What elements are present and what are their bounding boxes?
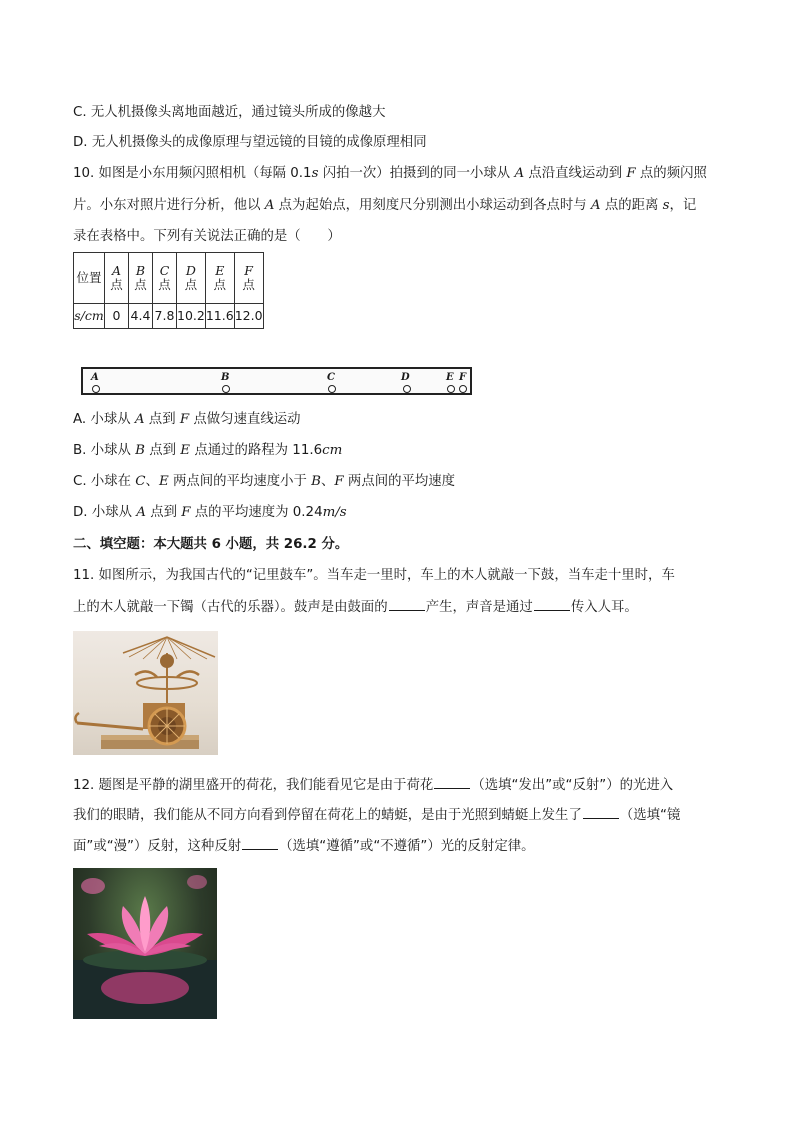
table-unit-label: s/cm [74,304,105,329]
option-d-q9: D. 无人机摄像头的成像原理与望远镜的目镜的成像原理相同 [73,135,427,150]
table-header-point: D 点 [177,253,206,304]
question-11-line-1: 11. 如图所示，为我国古代的“记里鼓车”。当车走一里时，车上的木人就敲一下鼓，当车走十里时，车 [73,568,675,583]
answer-blank[interactable] [434,776,470,789]
question-10-line-2: 片。小东对照片进行分析，他以 A 点为起始点，用刻度尺分别测出小球运动到各点时与 A 点的距离 s，记 [73,198,697,213]
option-c-q9: C. 无人机摄像头离地面越近，通过镜头所成的像越大 [73,105,386,120]
table-header-point: B 点 [129,253,153,304]
ball-a-icon [92,385,100,393]
answer-blank[interactable] [389,598,425,611]
lotus-photo [73,868,217,1019]
table-header-point: F 点 [234,253,263,304]
strobe-photo-strip [81,367,472,395]
table-header-point: A 点 [105,253,129,304]
table-cell: 12.0 [234,304,263,329]
question-11-line-2: 上的木人就敲一下镯（古代的乐器）。鼓声是由鼓面的 产生，声音是通过 传入人耳。 [73,600,638,615]
strip-label-f: F [459,372,467,383]
strip-label-b: B [221,372,230,383]
question-10-line-1: 10. 如图是小东用频闪照相机（每隔 0.1s 闪拍一次）拍摄到的同一小球从 A 点沿直线运动到 F 点的频闪照 [73,166,707,181]
table-cell: 10.2 [177,304,206,329]
option-c-q10: C. 小球在 C、E 两点间的平均速度小于 B、F 两点间的平均速度 [73,474,456,489]
question-12-line-2: 我们的眼睛，我们能从不同方向看到停留在荷花上的蜻蜓，是由于光照到蜻蜓上发生了 （选填“镜 [73,808,681,823]
drum-cart-photo [73,631,218,755]
table-row [74,253,264,304]
table-cell: 11.6 [205,304,234,329]
table-cell: 0 [105,304,129,329]
ball-e-icon [447,385,455,393]
ball-f-icon [459,385,467,393]
table-header-position: 位置 [74,253,105,304]
question-12-line-1: 12. 题图是平静的湖里盛开的荷花，我们能看见它是由于荷花 （选填“发出”或“反射”）的光进入 [73,778,674,793]
table-cell: 4.4 [129,304,153,329]
table-row [74,304,264,329]
table-header-point: E 点 [205,253,234,304]
option-a-q10: A. 小球从 A 点到 F 点做匀速直线运动 [73,412,301,427]
strip-label-a: A [91,372,99,383]
answer-blank[interactable] [534,598,570,611]
ball-d-icon [403,385,411,393]
option-b-q10: B. 小球从 B 点到 E 点通过的路程为 11.6cm [73,443,343,458]
strip-label-c: C [327,372,335,383]
strip-label-e: E [446,372,454,383]
question-12-line-3: 面”或“漫”）反射，这种反射 （选填“遵循”或“不遵循”）光的反射定律。 [73,839,535,854]
question-10-line-3: 录在表格中。下列有关说法正确的是（ ） [73,229,341,244]
ball-b-icon [222,385,230,393]
section-heading: 二、填空题：本大题共 6 小题，共 26.2 分。 [73,537,349,552]
ball-c-icon [328,385,336,393]
strip-label-d: D [401,372,410,383]
table-cell: 7.8 [153,304,177,329]
distance-table [73,252,264,329]
option-d-q10: D. 小球从 A 点到 F 点的平均速度为 0.24m/s [73,505,347,520]
answer-blank[interactable] [583,806,619,819]
answer-blank[interactable] [242,837,278,850]
table-header-point: C 点 [153,253,177,304]
